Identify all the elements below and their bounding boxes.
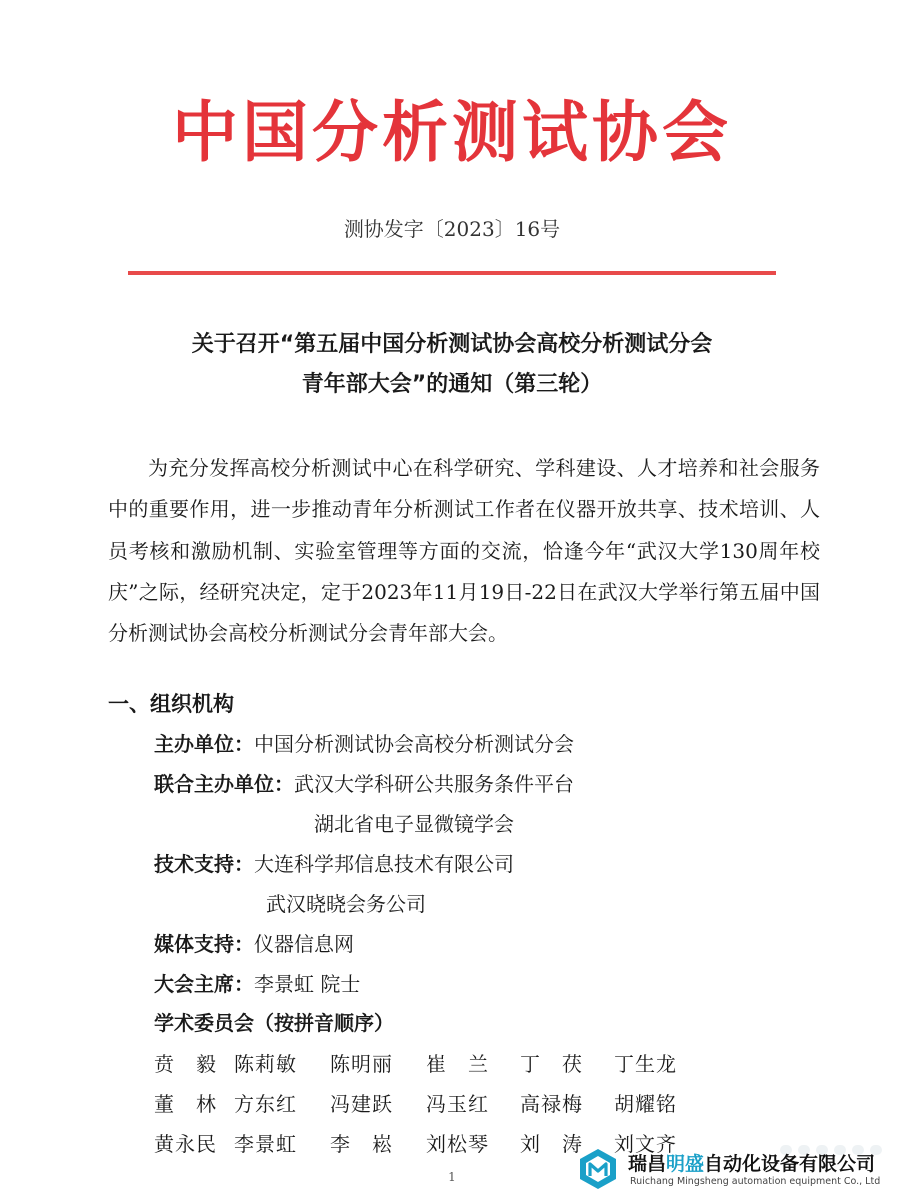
committee-member: 刘松琴 <box>426 1132 489 1156</box>
section-heading-organization: 一、组织机构 <box>108 692 234 716</box>
co-organizer-row <box>154 774 574 794</box>
intro-paragraph <box>108 448 820 654</box>
tech-support-label: 技术支持： <box>154 852 254 876</box>
company-watermark <box>576 1145 902 1193</box>
committee-member: 方东红 <box>234 1092 297 1116</box>
committee-member: 崔 兰 <box>426 1052 489 1076</box>
notice-title-line-1: 关于召开“第五届中国分析测试协会高校分析测试分会 <box>191 332 713 357</box>
page-number: 1 <box>448 1170 456 1184</box>
co-organizer-value-1: 武汉大学科研公共服务条件平台 <box>294 772 574 796</box>
committee-member: 冯建跃 <box>330 1092 393 1116</box>
media-support-row <box>154 934 354 954</box>
red-divider-line <box>128 271 776 275</box>
committee-member: 刘文齐 <box>614 1132 677 1156</box>
committee-member: 贲 毅 <box>154 1052 217 1076</box>
committee-member: 李景虹 <box>234 1132 297 1156</box>
committee-member: 冯玉红 <box>426 1092 489 1116</box>
org-masthead: 中国分析测试协会 <box>172 94 732 171</box>
intro-text: 为充分发挥高校分析测试中心在科学研究、学科建设、人才培养和社会服务中的重要作用，进一步推动青年分析测试工作者在仪器开放共享、技术培训、人员考核和激励机制、实验室管理等方面的交流，恰逢今年“武汉大学130周年校庆”之际，经研究决定，定于2023年11月19日-22日在武汉大学举行第五届中国分析测试协会高校分析测试分会青年部大会。 <box>108 456 820 646</box>
tech-support-value-2: 武汉晓晓会务公司 <box>266 892 426 916</box>
company-name-part1: 瑞昌 <box>628 1153 667 1175</box>
conference-chair-value: 李景虹 院士 <box>254 972 361 996</box>
document-number: 测协发字〔2023〕16号 <box>343 217 561 241</box>
co-organizer-label: 联合主办单位： <box>154 772 294 796</box>
media-support-value: 仪器信息网 <box>254 932 354 956</box>
organizer-row <box>154 734 574 754</box>
company-name-part2: 自动化设备有限公司 <box>704 1153 876 1175</box>
company-logo-icon <box>576 1147 620 1191</box>
committee-member: 董 林 <box>154 1092 217 1116</box>
tech-support-row <box>154 854 514 874</box>
committee-member: 陈莉敏 <box>234 1052 297 1076</box>
conference-chair-label: 大会主席： <box>154 972 254 996</box>
committee-member: 刘 涛 <box>520 1132 583 1156</box>
media-support-label: 媒体支持： <box>154 932 254 956</box>
tech-support-value-1: 大连科学邦信息技术有限公司 <box>254 852 514 876</box>
notice-title-line-2: 青年部大会”的通知（第三轮） <box>301 372 603 397</box>
co-organizer-value-2: 湖北省电子显微镜学会 <box>314 812 514 836</box>
organizer-label: 主办单位： <box>154 732 254 756</box>
committee-member: 黄永民 <box>154 1132 217 1156</box>
company-name-cn <box>628 1149 875 1176</box>
company-name-en: Ruichang Mingsheng automation equipment Co., Ltd <box>630 1176 881 1187</box>
company-name-accent: 明盛 <box>666 1153 705 1175</box>
conference-chair-row <box>154 974 360 994</box>
committee-member: 陈明丽 <box>330 1052 393 1076</box>
committee-member: 丁生龙 <box>614 1052 677 1076</box>
committee-member: 高禄梅 <box>520 1092 583 1116</box>
committee-member: 李 崧 <box>330 1132 393 1156</box>
committee-member: 胡耀铭 <box>614 1092 677 1116</box>
committee-member: 丁 茯 <box>520 1052 583 1076</box>
organizer-value: 中国分析测试协会高校分析测试分会 <box>254 732 574 756</box>
committee-heading: 学术委员会（按拼音顺序） <box>154 1011 394 1035</box>
